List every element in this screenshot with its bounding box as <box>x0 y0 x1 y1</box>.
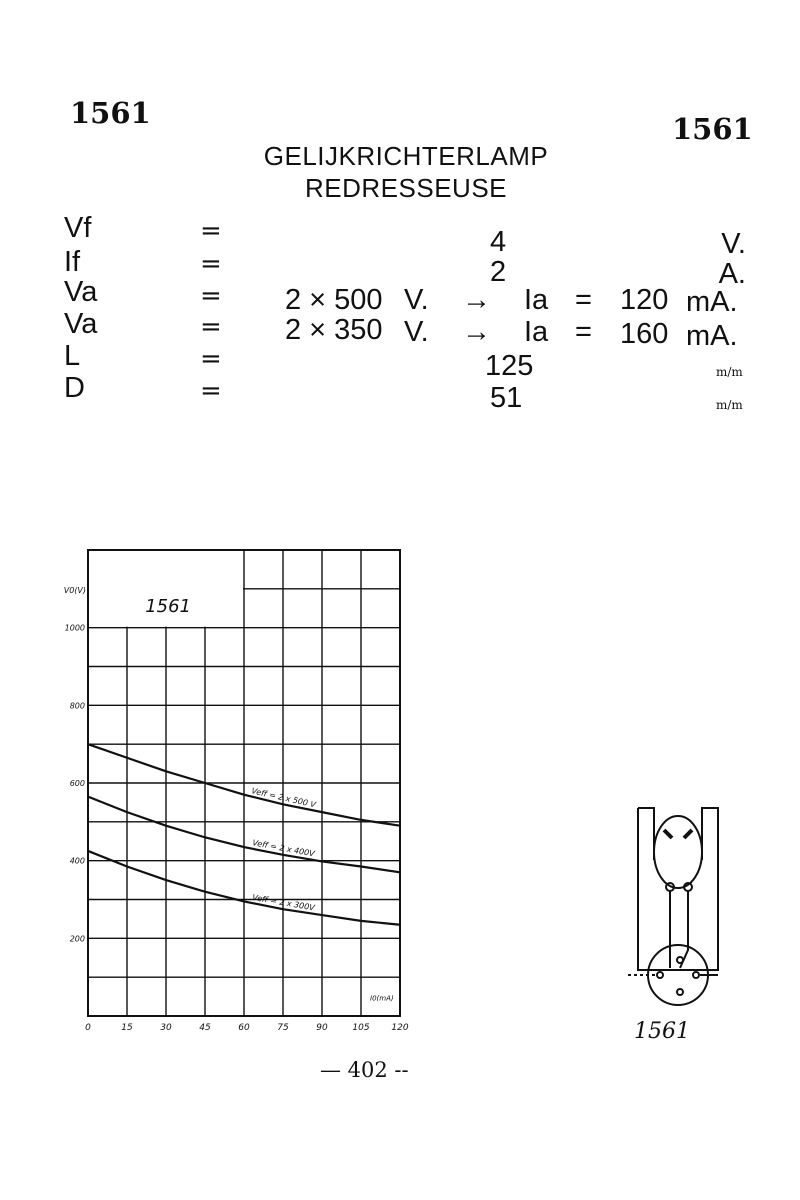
x-tick-label: 60 <box>238 1023 250 1033</box>
spec-equals: = <box>200 249 222 279</box>
x-tick-label: 105 <box>352 1023 370 1033</box>
spec-symbol: D <box>64 372 85 404</box>
spec-equals: = <box>200 344 222 374</box>
y-axis-label: V0(V) <box>63 585 86 595</box>
spec-symbol: L <box>64 340 81 372</box>
arrow-icon: → <box>462 316 491 348</box>
spec-current-equals: = <box>575 284 592 316</box>
tube-number-left: 1561 <box>70 96 151 130</box>
spec-value: 125 <box>485 350 534 382</box>
x-tick-label: 90 <box>316 1023 328 1033</box>
spec-current-value: 160 <box>620 318 669 350</box>
y-tick-label: 1000 <box>64 623 85 633</box>
series-label: Veff = 2 x 400V <box>251 838 316 859</box>
spec-symbol: Va <box>64 276 98 308</box>
spec-equals: = <box>200 312 222 342</box>
characteristic-chart <box>60 540 420 1040</box>
spec-current-unit: mA. <box>686 320 738 352</box>
spec-current-equals: = <box>575 316 592 348</box>
tube-number-right: 1561 <box>672 112 753 146</box>
y-tick-label: 800 <box>69 701 85 711</box>
page-subtitle: REDRESSEUSE <box>305 173 507 203</box>
x-axis-label: I0(mA) <box>370 994 394 1003</box>
socket-label: 1561 <box>634 1019 690 1040</box>
spec-equals: = <box>200 216 222 246</box>
x-tick-label: 30 <box>160 1023 172 1033</box>
spec-unit: A. <box>718 258 746 290</box>
tube-socket-diagram <box>620 800 740 1040</box>
spec-value: 4 <box>490 226 507 258</box>
spec-current-symbol: Ia <box>524 284 549 316</box>
spec-symbol: Vf <box>64 212 92 244</box>
spec-equals: = <box>200 281 222 311</box>
series-label: Veff = 2 x 300V <box>251 892 316 913</box>
x-tick-label: 15 <box>121 1023 133 1033</box>
chart-title: 1561 <box>145 596 192 618</box>
x-tick-label: 120 <box>391 1023 409 1033</box>
spec-equals: = <box>200 376 222 406</box>
x-tick-label: 75 <box>277 1023 289 1033</box>
x-tick-label: 0 <box>85 1023 91 1033</box>
page-title: GELIJKRICHTERLAMP <box>263 141 549 171</box>
y-tick-label: 400 <box>69 856 85 866</box>
spec-current-value: 120 <box>620 284 669 316</box>
spec-voltage: 2 × 350 <box>285 314 383 346</box>
series-label: Veff = 2 x 500 V <box>250 786 317 810</box>
y-tick-label: 600 <box>69 779 85 788</box>
spec-voltage-unit: V. <box>404 316 429 348</box>
spec-symbol: If <box>64 246 81 278</box>
spec-current-symbol: Ia <box>524 316 549 348</box>
spec-voltage-unit: V. <box>404 284 429 316</box>
spec-unit: m/m <box>716 365 743 379</box>
spec-voltage: 2 × 500 <box>285 284 383 316</box>
arrow-icon: → <box>462 284 491 316</box>
spec-unit: m/m <box>716 398 743 412</box>
x-tick-label: 45 <box>199 1023 211 1033</box>
spec-value: 2 <box>490 256 507 288</box>
page-number: — 402 -- <box>320 1058 409 1082</box>
socket-base-icon <box>628 945 718 1005</box>
spec-symbol: Va <box>64 308 98 340</box>
spec-unit: V. <box>721 228 746 260</box>
spec-value: 51 <box>490 382 523 414</box>
spec-current-unit: mA. <box>686 286 738 318</box>
y-tick-label: 200 <box>69 934 85 944</box>
